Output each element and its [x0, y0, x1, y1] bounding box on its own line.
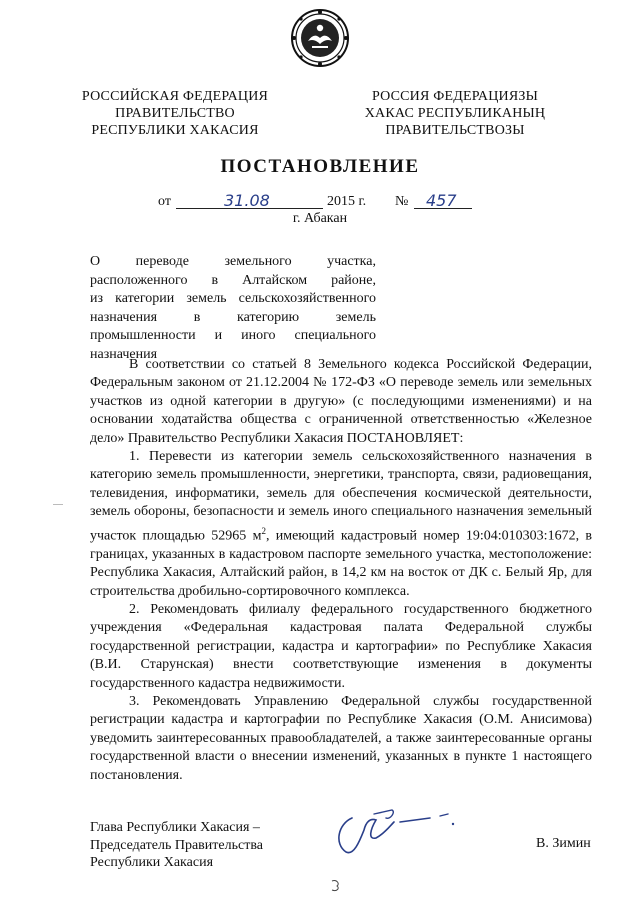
subject-word: из [90, 291, 104, 306]
subject-line [90, 290, 376, 309]
subject-word: промышленности [90, 328, 196, 343]
subject-line [90, 272, 376, 291]
subject-word: в [211, 272, 219, 288]
signatory-position [90, 819, 290, 872]
number-sign: № [395, 194, 409, 209]
subject-line [90, 253, 376, 272]
subject-word: иного [241, 328, 276, 343]
preamble-paragraph: В соответствии со статьей 8 Земельного кодекса Российской Федерации, Федеральным законом от 21.12.2004 № 172-ФЗ «О переводе земель или земельных участков из одной категории в другую» (с последующими изменениями) и на основании ходатайства общества с ограниченной ответственностью «Железное дело» Правительство Республики Хакасия ПОСТАНОВЛЯЕТ: [90, 357, 592, 446]
subject-word: назначения [90, 309, 158, 325]
signatory-name: В. Зимин [536, 836, 591, 851]
date-prefix: от [158, 194, 171, 209]
subject-block [90, 253, 376, 364]
subject-word: участка, [327, 254, 376, 269]
emblem-icon [290, 8, 350, 68]
date-number-line [158, 190, 498, 212]
subject-word: категорию [237, 309, 300, 325]
item-1-text-continued: , имеющий кадастровый номер 19:04:010303:1672, в границах, указанных в кадастровом паспорте земельного участка, местоположение: Республика Хакасия, Алтайский район, в 14,2 км на восток от ДК с. Белый Яр, для строительства дробильно-сортировочного комплекса. [90, 528, 592, 599]
document-body [90, 356, 592, 785]
city: г. Абакан [292, 211, 348, 226]
item-3-paragraph: 3. Рекомендовать Управлению Федеральной службы государственной регистрации кадастра и картографии по Республике Хакасия (О.М. Анисимова) уведомить заинтересованных правообладателей, а также заинтересованные органы государственной власти о внесении изменений, указанных в пункте 1 настоящего постановления. [90, 693, 592, 783]
signatory-line: Председатель Правительства [90, 837, 263, 853]
subject-word: сельскохозяйственного [238, 291, 376, 306]
subject-word: переводе [135, 254, 189, 269]
header-left-line: РЕСПУБЛИКИ ХАКАСИЯ [91, 123, 259, 138]
page-mark-icon [328, 878, 342, 892]
date-year: 2015 г. [327, 194, 367, 209]
subject-word: земель [186, 291, 227, 306]
signatory-line: Глава Республики Хакасия – [90, 820, 260, 835]
subject-word: земельного [224, 254, 292, 269]
subject-word: Алтайском [242, 272, 308, 288]
subject-line [90, 309, 376, 328]
subject-word: категории [115, 291, 175, 306]
signatory-line: Республики Хакасия [90, 855, 214, 870]
date-handwritten: 31.08 [224, 191, 270, 210]
subject-word: О [90, 254, 101, 269]
number-handwritten: 457 [426, 191, 457, 210]
header-left [70, 88, 280, 139]
item-1-paragraph [90, 448, 592, 601]
header-right-line: ХАКАС РЕСПУБЛИКАНЫҢ [364, 106, 546, 121]
subject-word: в [193, 309, 201, 325]
subject-word: и [214, 328, 223, 343]
margin-mark [53, 504, 63, 505]
subject-word: назначения [90, 346, 158, 362]
header-right-line: ПРАВИТЕЛЬСТВОЗЫ [385, 123, 525, 138]
header-right [350, 88, 560, 139]
item-1-text: 1. Перевести из категории земель сельскохозяйственного назначения в категорию земель промышленности, энергетики, транспорта, связи, радиовещания, телевидения, информатики, земель для обеспечения космической деятельности, земель обороны, безопасности и земель иного специального назначения земельный участок площадью 52965 м [90, 449, 592, 544]
subject-word: районе, [331, 272, 376, 288]
header-right-line: РОССИЯ ФЕДЕРАЦИЯЗЫ [371, 89, 539, 104]
document-title: ПОСТАНОВЛЕНИЕ [220, 156, 420, 177]
item-2-paragraph: 2. Рекомендовать филиалу федерального государственного бюджетного учреждения «Федеральная кадастровая палата Федеральной службы государственной регистрации, кадастра и картографии» по Республике Хакасия (В.И. Старунская) внести соответствующие изменения в документы государственного кадастра недвижимости. [90, 601, 592, 691]
item-1-superscript: 2 [261, 525, 266, 536]
subject-word: специального [294, 328, 376, 343]
handwritten-signature [330, 800, 460, 860]
header-left-line: ПРАВИТЕЛЬСТВО [115, 106, 235, 121]
subject-word: земель [335, 309, 376, 325]
subject-line [90, 327, 376, 346]
header-left-line: РОССИЙСКАЯ ФЕДЕРАЦИЯ [81, 89, 269, 104]
subject-word: расположенного [90, 272, 188, 288]
